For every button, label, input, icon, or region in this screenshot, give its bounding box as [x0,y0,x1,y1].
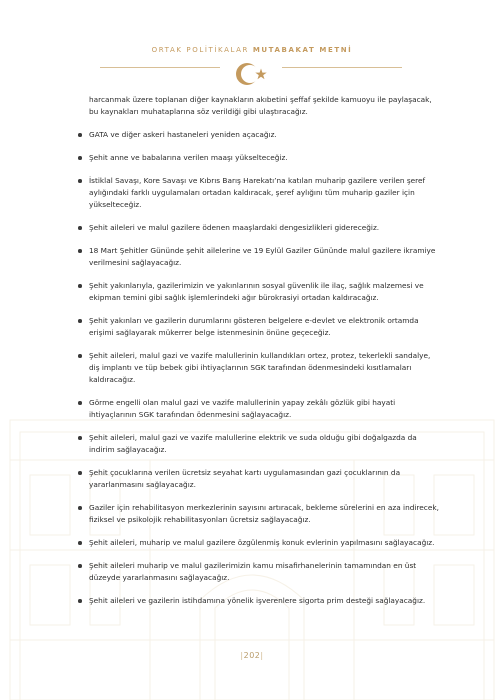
bullet-icon [78,599,82,603]
list-item-text: Şehit aileleri, malul gazi ve vazife malullerinin kullandıkları ortez, protez, tekerlekli sandalye, diş implantı ve tüp bebek gibi ihtiyaçlarının SGK tarafından ödenmesindeki kısıtlamaları kaldıracağız. [89,351,431,384]
bullet-icon [78,319,82,323]
list-item-text: Şehit aileleri ve malul gazilere ödenen maaşlardaki dengesizlikleri gidereceğiz. [89,223,380,232]
list-item [89,280,439,304]
bullet-icon [78,436,82,440]
list-item [89,315,439,339]
list-item [89,560,439,584]
bullet-icon [78,401,82,405]
list-item [89,432,439,456]
divider-right [282,67,402,68]
list-item [89,397,439,421]
list-item-text: Şehit aileleri muharip ve malul gazilerimizin kamu misafirhanelerinin tamamından en üst düzeyde yararlanmasını sağlayacağız. [89,561,417,582]
page-number: |202| [240,651,264,660]
bullet-icon [78,249,82,253]
document-body [89,94,439,618]
bullet-icon [78,226,82,230]
lead-paragraph: harcanmak üzere toplanan diğer kaynakların akıbetini şeffaf şekilde kamuoyu ile paylaşacak, bu kaynakları muhataplarına söz verildiği gibi ulaştıracağız. [89,95,432,116]
list-item [89,245,439,269]
list-item-text: Gaziler için rehabilitasyon merkezlerinin sayısını artıracak, bekleme sürelerini en aza indirecek, fiziksel ve psikolojik rehabilitasyonları ücretsiz sağlayacağız. [89,503,439,524]
bullet-icon [78,564,82,568]
list-item-text: Şehit aileleri ve gazilerin istihdamına yönelik işverenlere sigorta prim desteği sağlayacağız. [89,596,426,605]
list-item-text: Şehit yakınlarıyla, gazilerimizin ve yakınlarının sosyal güvenlik ile ilaç, sağlık malzemesi ve ekipman temini gibi sağlık işlemlerindeki ağır bürokrasiyi ortadan kaldıracağız. [89,281,424,302]
list-item [89,467,439,491]
divider-left [100,67,220,68]
list-item-text: Şehit aileleri, muharip ve malul gazilere özgülenmiş konuk evlerinin yapılmasını sağlayacağız. [89,538,435,547]
list-item [89,502,439,526]
bullet-icon [78,541,82,545]
commitment-list [89,129,439,607]
list-item-text: İstiklal Savaşı, Kore Savaşı ve Kıbrıs Barış Harekatı’na katılan muharip gazilere verilen şeref aylığındaki farklı uygulamaları ortadan kaldıracak, şeref aylığını tüm muharip gaziler için yükselteceğiz. [89,176,426,209]
bullet-icon [78,471,82,475]
list-item-text: Görme engelli olan malul gazi ve vazife malullerinin yapay zekâlı gözlük gibi hayati ihtiyaçlarının SGK tarafından ödenmesini sağlayacağız. [89,398,396,419]
list-item-text: Şehit aileleri, malul gazi ve vazife malullerine elektrik ve suda olduğu gibi doğalgazda da indirim sağlayacağız. [89,433,417,454]
list-item [89,350,439,386]
list-item-text: Şehit çocuklarına verilen ücretsiz seyahat kartı uygulamasından gazi çocuklarının da yararlanmasını sağlayacağız. [89,468,401,489]
bullet-icon [78,156,82,160]
list-item-text: Şehit anne ve babalarına verilen maaşı yükselteceğiz. [89,153,288,162]
list-item [89,175,439,211]
list-item [89,129,439,141]
list-item-text: GATA ve diğer askeri hastaneleri yeniden açacağız. [89,130,277,139]
page-number-value: 202 [243,651,261,660]
list-item [89,595,439,607]
header-ornament [0,60,504,90]
page-header [0,46,504,54]
header-title-bold: MUTABAKAT METNİ [252,46,353,54]
bullet-icon [78,354,82,358]
list-item [89,152,439,164]
bullet-icon [78,133,82,137]
bullet-icon [78,506,82,510]
crescent-star-icon [230,60,274,88]
list-item-text: Şehit yakınları ve gazilerin durumlarını gösteren belgelere e-devlet ve elektronik ortamda erişimi sağlayarak mükerrer belge istenmesinin önüne geçeceğiz. [89,316,419,337]
header-title: ORTAK POLİTİKALAR [151,46,249,54]
bullet-icon [78,284,82,288]
list-item [89,222,439,234]
list-item-text: 18 Mart Şehitler Gününde şehit ailelerine ve 19 Eylül Gaziler Gününde malul gazilere ikramiye verilmesini sağlayacağız. [89,246,436,267]
list-item [89,537,439,549]
bullet-icon [78,179,82,183]
